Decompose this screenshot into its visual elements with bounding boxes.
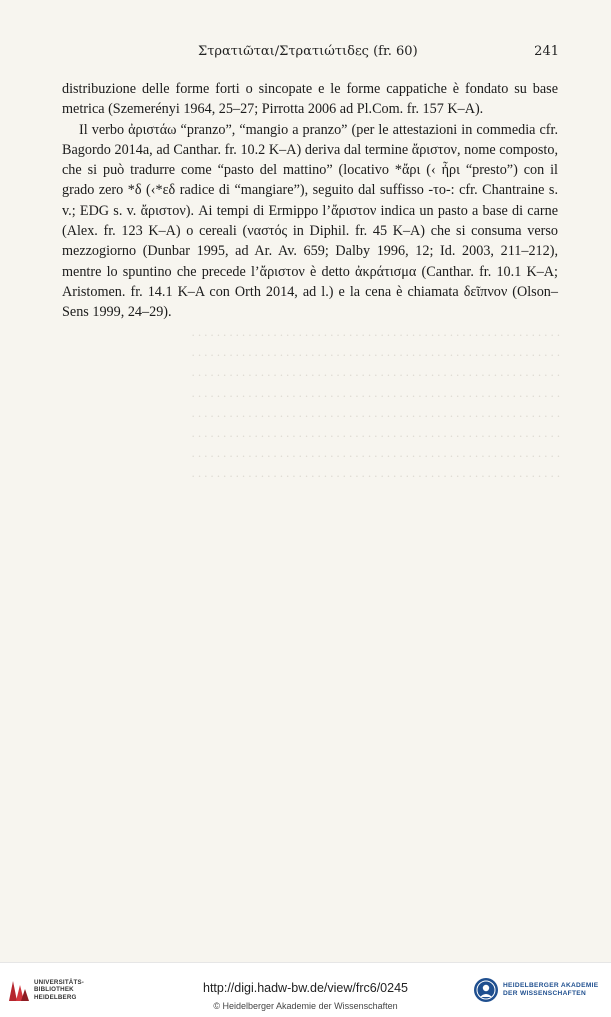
body-text (62, 79, 558, 323)
copyright-notice: © Heidelberger Akademie der Wissenschaften (213, 1001, 398, 1011)
academy-seal-icon (473, 977, 499, 1003)
library-logo-text: UNIVERSITÄTS- BIBLIOTHEK HEIDELBERG (34, 978, 85, 1001)
running-title: Στρατιῶται/Στρατιώτιδες (fr. 60) (198, 44, 418, 59)
paragraph-2: Il verbo ἀριστάω “pranzo”, “mangio a pranzo” (per le attestazioni in commedia cfr. Bagordo 2014a, ad Canthar. fr. 10.2 K–A) deriva dal termine ἄριστον, nome composto, che si può tradurre come “pasto del mattino” (locativo *ἄρι (‹ ἦρι “presto”) con il grado zero *δ (‹*εδ radice di “mangiare”), seguito dal suffisso -το-: cfr. Chantraine s. v.; EDG s. v. ἄριστον). Ai tempi di Ermippo l’ἄριστον indica un pasto a base di carne (Alex. fr. 123 K–A) o cereali (ναστός in Diphil. fr. 45 K–A) che si consuma verso mezzogiorno (Dunbar 1995, ad Ar. Av. 659; Dalby 1996, 12; Id. 2003, 211–212), mentre lo spuntino che precede l’ἄριστον è detto ἀκράτισμα (Canthar. fr. 10.1 K–A; Aristomen. fr. 14.1 K–A con Orth 2014, ad l.) e la cena è chiamata δεῖπνον (Olson–Sens 1999, 24–29). (62, 121, 558, 321)
page-number: 241 (534, 44, 559, 59)
academy-logo-text: HEIDELBERGER AKADEMIE DER WISSENSCHAFTEN (503, 982, 599, 997)
permalink-url[interactable]: http://digi.hadw-bw.de/view/frc6/0245 (203, 981, 408, 995)
show-through-texture: . . . . . . . . . . . . . . . . . . . . . . . . . . . . . . . . . . . . . . . . . . . . . . . . . . . . . . . . . . . . . . . . . . . . . . . . . . . . . . . . . . . . . . . . . . . . . . . . . . . . . . . . . . . . . . . . . . . . . . . . . . . . . . . . . . . . . . . . . . . . . . . . . . . . . . . . . . . . . . . . . . . . . . . . . . . . . . . . . . . . . . . . . . . . . . . . . . . . . . . . . . . . . . . . . . . . . . . . . . . . . . . . . . . . . . . . . . . . . . . . . . . . . . . . . . . . . . . . . . . . . . . . . . . . . . . . . . . . . . . . . . . . . . . . . . . . . . . . . . . . . . . . . . . . . . . . . . . . . . . . . . . . . . . . . . . . . . . . . . . . . . . . . . . . . . . . . . . . . . . . . . . . . . . . . . . . . . . . . . . . . . . . . . . . . . . . . . . . . . . . . . . . . . . . . . . . . . . . . . . . . . . . . . . . . . . . . . . . . . . . . . . . . . . . . . . . . . . . . . . . . . . . . . . . . . . . (191, 325, 560, 481)
paragraph-1: distribuzione delle forme forti o sincopate e le forme cappatiche è fondato su base metrica (Szemerényi 1964, 25–27; Pirrotta 2006 ad Pl.Com. fr. 157 K–A). (62, 81, 558, 118)
academy-logo[interactable] (473, 977, 603, 1003)
viewer-footer (0, 962, 611, 1017)
